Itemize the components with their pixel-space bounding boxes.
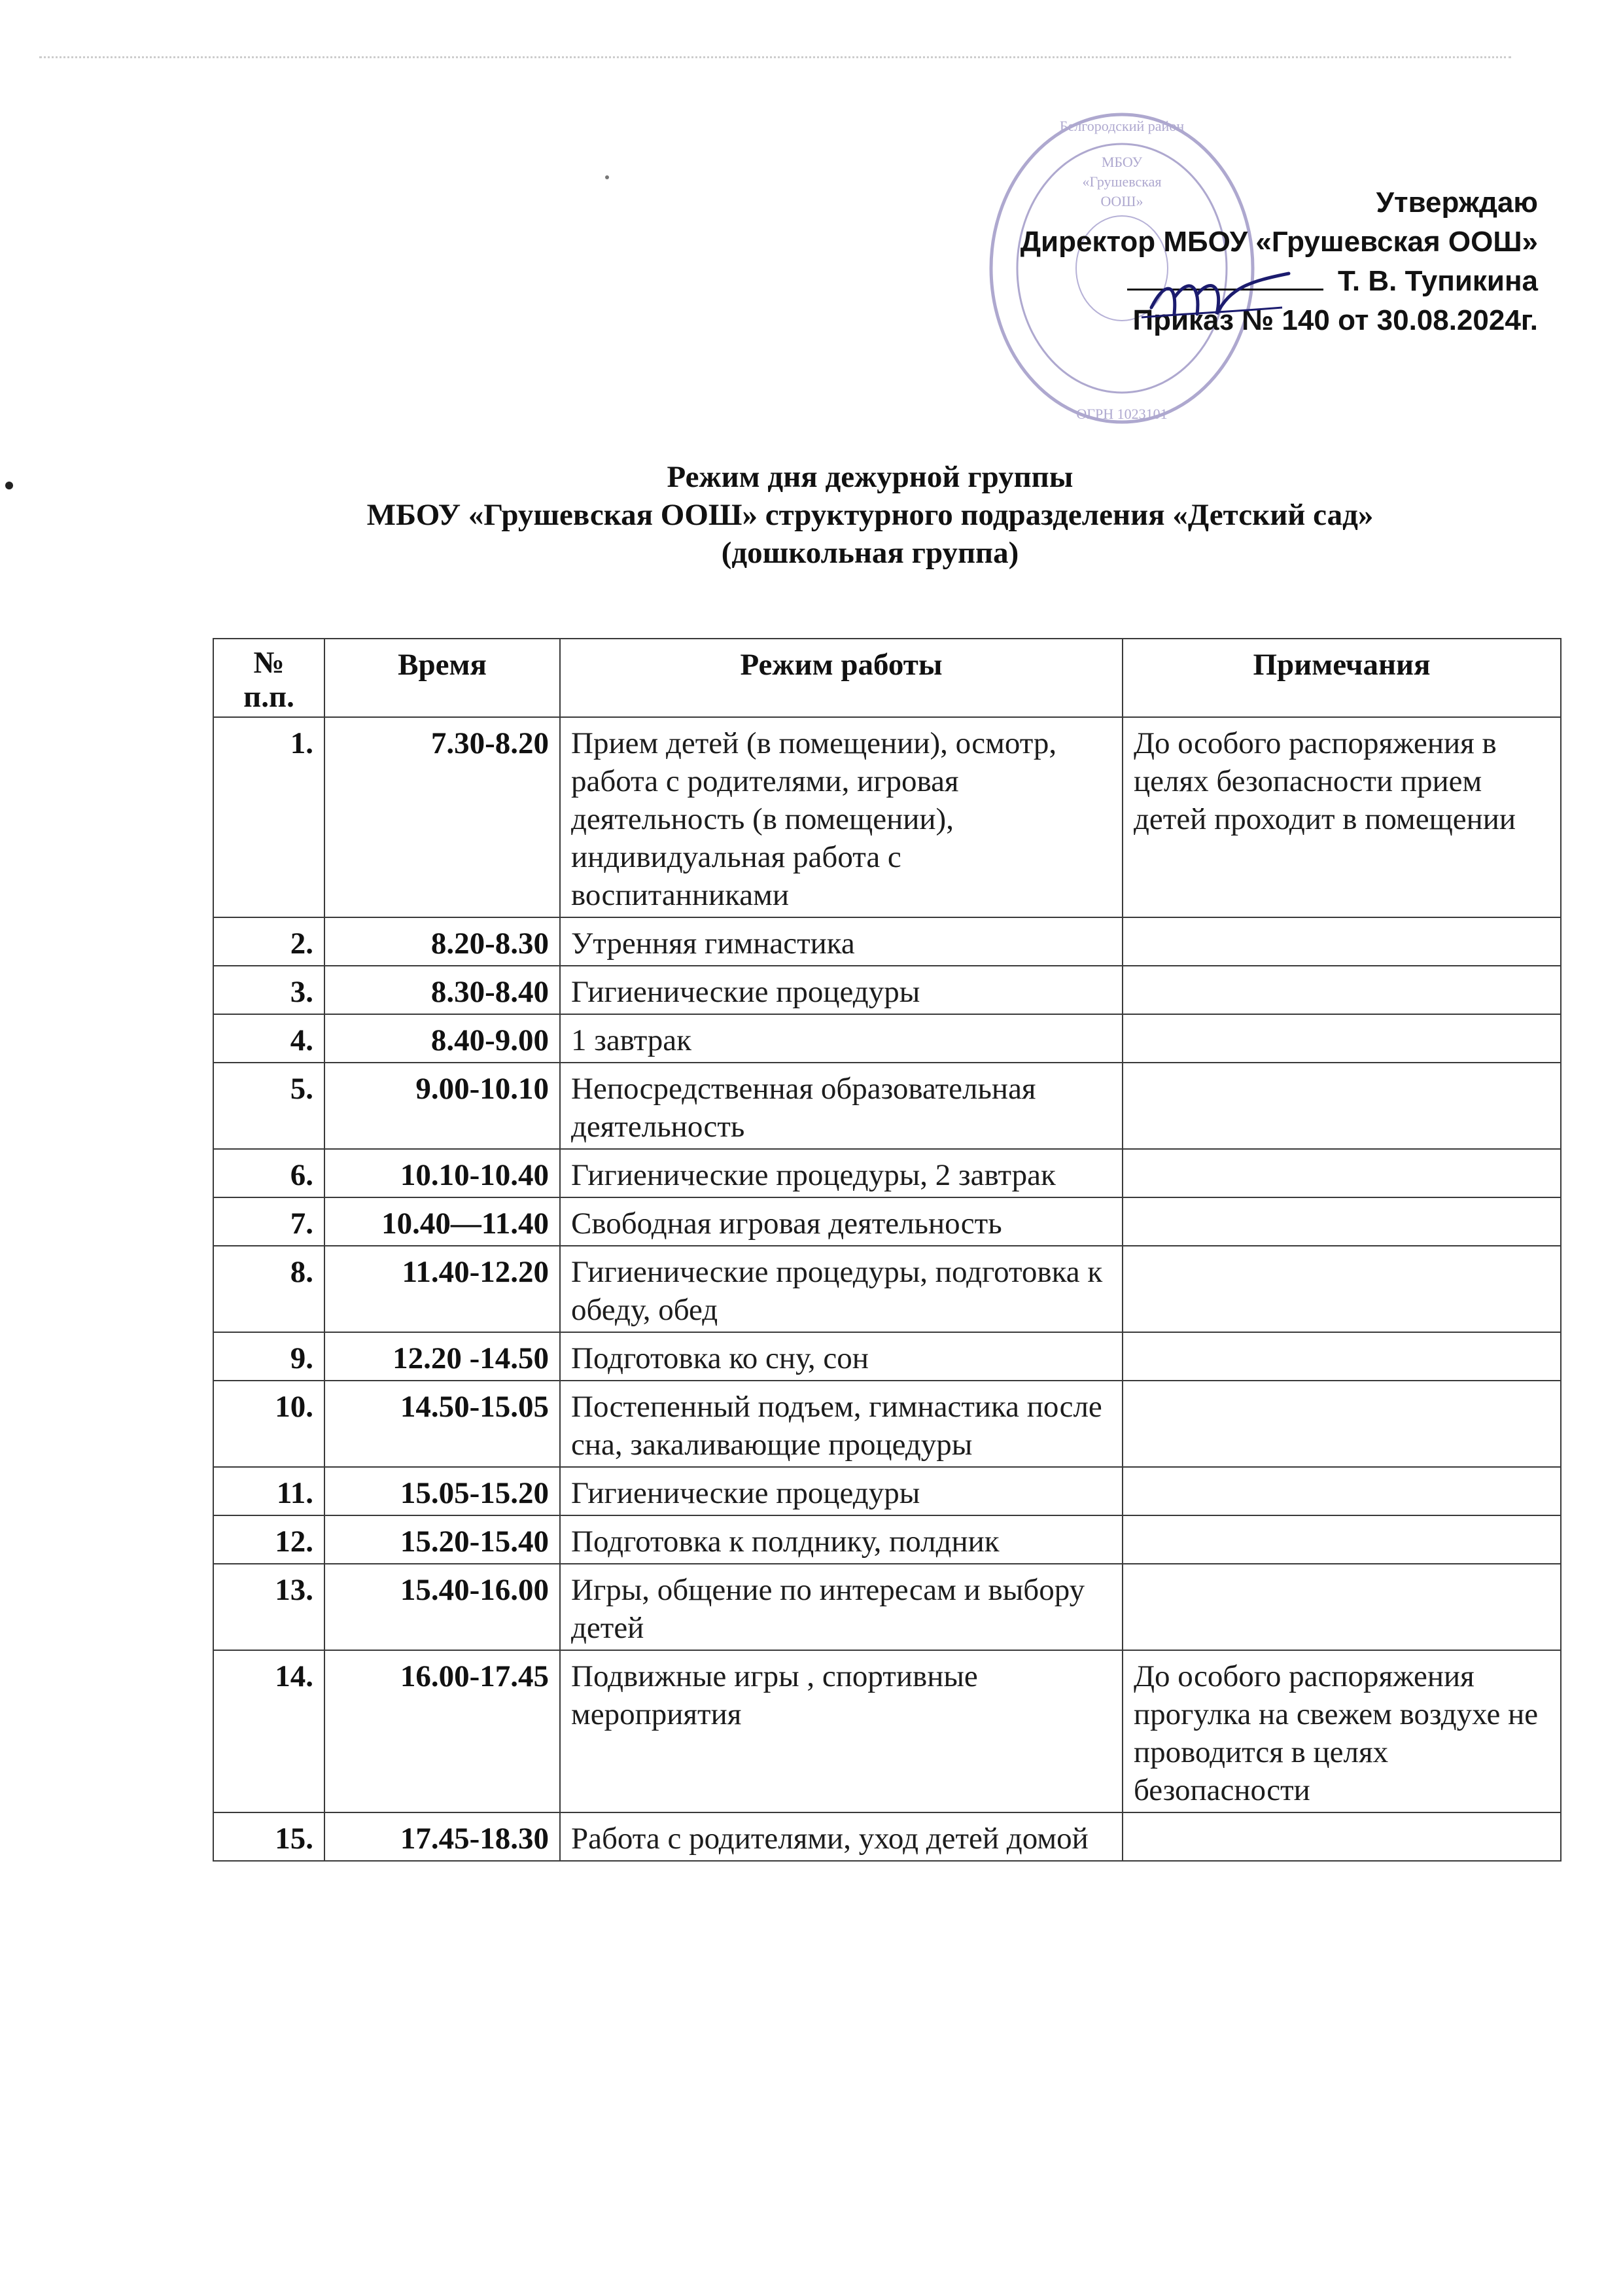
row-time: 8.30-8.40 <box>324 966 560 1014</box>
header-notes: Примечания <box>1123 639 1561 717</box>
row-notes <box>1123 1063 1561 1149</box>
schedule-table <box>213 638 1562 1862</box>
row-notes <box>1123 1564 1561 1650</box>
table-row <box>213 1063 1561 1149</box>
row-time: 15.20-15.40 <box>324 1515 560 1564</box>
row-number: 1. <box>213 717 324 917</box>
svg-text:Белгородский район: Белгородский район <box>1059 118 1185 134</box>
row-notes <box>1123 1515 1561 1564</box>
row-notes <box>1123 1467 1561 1515</box>
row-time: 15.40-16.00 <box>324 1564 560 1650</box>
title-line-3: (дошкольная группа) <box>721 536 1019 570</box>
scan-speck <box>605 175 609 179</box>
row-notes <box>1123 1149 1561 1197</box>
table-row <box>213 1014 1561 1063</box>
row-number: 14. <box>213 1650 324 1812</box>
row-number: 13. <box>213 1564 324 1650</box>
row-notes: До особого распоряжения прогулка на свежем воздухе не проводится в целях безопасности <box>1123 1650 1561 1812</box>
row-regime: Гигиенические процедуры <box>560 966 1123 1014</box>
row-regime: Свободная игровая деятельность <box>560 1197 1123 1246</box>
svg-text:ОГРН 1023101: ОГРН 1023101 <box>1076 406 1168 422</box>
row-notes <box>1123 1381 1561 1467</box>
row-regime: Гигиенические процедуры, подготовка к обеду, обед <box>560 1246 1123 1332</box>
row-regime: Игры, общение по интересам и выбору детей <box>560 1564 1123 1650</box>
row-number: 5. <box>213 1063 324 1149</box>
scan-speck <box>5 482 13 489</box>
row-time: 9.00-10.10 <box>324 1063 560 1149</box>
row-time: 15.05-15.20 <box>324 1467 560 1515</box>
table-row <box>213 1564 1561 1650</box>
row-number: 4. <box>213 1014 324 1063</box>
header-regime: Режим работы <box>560 639 1123 717</box>
table-row <box>213 966 1561 1014</box>
table-row <box>213 1467 1561 1515</box>
row-notes <box>1123 1197 1561 1246</box>
row-regime: 1 завтрак <box>560 1014 1123 1063</box>
table-row <box>213 1332 1561 1381</box>
row-time: 17.45-18.30 <box>324 1812 560 1861</box>
row-number: 15. <box>213 1812 324 1861</box>
row-regime: Непосредственная образовательная деятельность <box>560 1063 1123 1149</box>
row-number: 11. <box>213 1467 324 1515</box>
header-time: Время <box>324 639 560 717</box>
row-notes <box>1123 1812 1561 1861</box>
header-num: № п.п. <box>213 639 324 717</box>
title-line-2: МБОУ «Грушевская ООШ» структурного подразделения «Детский сад» <box>366 498 1374 532</box>
table-row <box>213 1650 1561 1812</box>
row-time: 12.20 -14.50 <box>324 1332 560 1381</box>
row-number: 9. <box>213 1332 324 1381</box>
row-number: 7. <box>213 1197 324 1246</box>
handwritten-signature <box>1138 268 1295 327</box>
title-line-1: Режим дня дежурной группы <box>667 460 1073 494</box>
row-notes <box>1123 1332 1561 1381</box>
row-notes <box>1123 1246 1561 1332</box>
table-row <box>213 1381 1561 1467</box>
row-regime: Постепенный подъем, гимнастика после сна, закаливающие процедуры <box>560 1381 1123 1467</box>
row-time: 10.10-10.40 <box>324 1149 560 1197</box>
row-time: 7.30-8.20 <box>324 717 560 917</box>
table-row <box>213 1149 1561 1197</box>
row-notes <box>1123 966 1561 1014</box>
row-number: 12. <box>213 1515 324 1564</box>
row-number: 2. <box>213 917 324 966</box>
svg-text:ООШ»: ООШ» <box>1100 193 1143 209</box>
row-notes <box>1123 917 1561 966</box>
table-row <box>213 1197 1561 1246</box>
row-regime: Работа с родителями, уход детей домой <box>560 1812 1123 1861</box>
approval-order: Приказ № 140 от 30.08.2024г. <box>1132 304 1538 336</box>
row-number: 3. <box>213 966 324 1014</box>
table-row <box>213 917 1561 966</box>
row-time: 8.20-8.30 <box>324 917 560 966</box>
approval-heading: Утверждаю <box>1376 186 1538 219</box>
row-time: 8.40-9.00 <box>324 1014 560 1063</box>
row-notes <box>1123 1014 1561 1063</box>
table-body <box>213 717 1561 1861</box>
row-regime: Утренняя гимнастика <box>560 917 1123 966</box>
row-number: 10. <box>213 1381 324 1467</box>
scan-edge-line <box>39 56 1511 58</box>
row-regime: Подвижные игры , спортивные мероприятия <box>560 1650 1123 1812</box>
row-number: 6. <box>213 1149 324 1197</box>
approval-director-line: Директор МБОУ «Грушевская ООШ» <box>1020 226 1538 258</box>
row-number: 8. <box>213 1246 324 1332</box>
table-row <box>213 1246 1561 1332</box>
table-row <box>213 717 1561 917</box>
row-time: 16.00-17.45 <box>324 1650 560 1812</box>
row-notes: До особого распоряжения в целях безопасности прием детей проходит в помещении <box>1123 717 1561 917</box>
row-regime: Гигиенические процедуры <box>560 1467 1123 1515</box>
table-row <box>213 1812 1561 1861</box>
row-regime: Гигиенические процедуры, 2 завтрак <box>560 1149 1123 1197</box>
row-regime: Подготовка ко сну, сон <box>560 1332 1123 1381</box>
svg-text:«Грушевская: «Грушевская <box>1082 173 1162 190</box>
row-time: 11.40-12.20 <box>324 1246 560 1332</box>
row-time: 10.40—11.40 <box>324 1197 560 1246</box>
row-regime: Прием детей (в помещении), осмотр, работа с родителями, игровая деятельность (в помещении), индивидуальная работа с воспитанниками <box>560 717 1123 917</box>
document-title <box>216 458 1524 572</box>
table-row <box>213 1515 1561 1564</box>
signer-name: Т. В. Тупикина <box>1337 265 1538 297</box>
row-regime: Подготовка к полднику, полдник <box>560 1515 1123 1564</box>
row-time: 14.50-15.05 <box>324 1381 560 1467</box>
table-header-row <box>213 639 1561 717</box>
svg-text:МБОУ: МБОУ <box>1101 154 1143 170</box>
